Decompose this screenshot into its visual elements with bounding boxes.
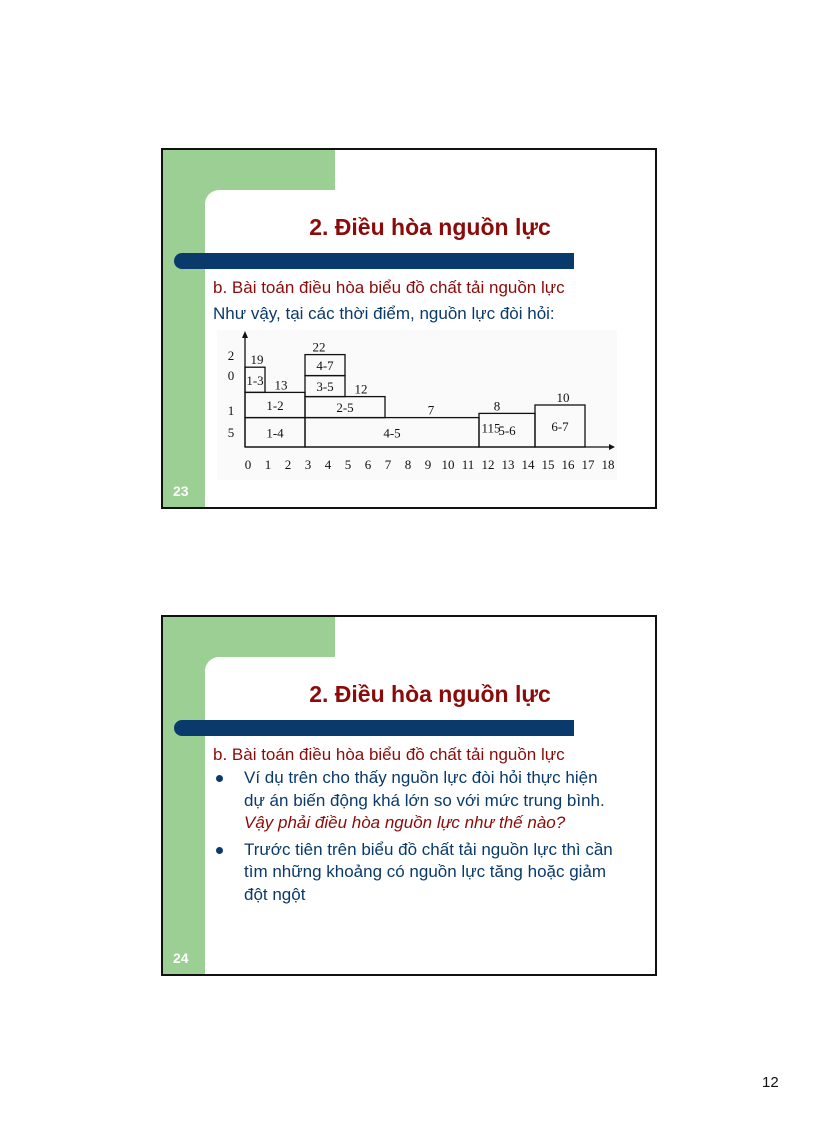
slide-subtitle: b. Bài toán điều hòa biểu đồ chất tải nguồn lực [213,278,565,297]
task-label: 6-7 [551,419,569,434]
x-tick-label: 7 [384,457,392,472]
task-label: 4-5 [383,425,401,441]
x-tick-label: 15 [541,457,555,472]
total-label: 22 [312,339,326,355]
y-tick-label: 2 [227,348,235,363]
title-underline-bar [174,253,574,269]
slide-23 [161,148,657,509]
bullet-text: Ví dụ trên cho thấy nguồn lực đòi hỏi thực hiện dự án biến động khá lớn so với mức trung bình. [244,768,605,810]
bullet-emphasis: Vậy phải điều hòa nguồn lực như thế nào? [244,813,566,832]
annotation-label: 115 [481,420,501,436]
slide-number: 24 [173,950,189,966]
x-tick-label: 5 [344,457,352,472]
x-tick-label: 13 [501,457,515,472]
total-label: 10 [556,390,570,405]
task-label: 2-5 [336,400,354,416]
task-label: 3-5 [316,379,334,395]
slide-number: 23 [173,483,189,499]
total-label: 12 [354,381,368,397]
x-tick-label: 10 [441,457,455,472]
x-tick-label: 9 [424,457,432,472]
bullet-item [213,767,623,835]
x-tick-label: 4 [324,457,332,472]
x-tick-label: 17 [581,457,595,472]
x-tick-label: 8 [404,457,412,472]
total-label: 19 [250,352,264,368]
x-tick-label: 6 [364,457,372,472]
x-tick-label: 0 [244,457,252,472]
bullet-text: Trước tiên trên biểu đồ chất tải nguồn lực thì cần tìm những khoảng có nguồn lực tăng hoặc giảm đột ngột [244,839,613,904]
x-tick-label: 3 [304,457,312,472]
slide-title: 2. Điều hòa nguồn lực [309,681,551,707]
y-tick-label: 0 [227,368,235,383]
x-tick-label: 14 [521,457,535,472]
slide-subtitle: b. Bài toán điều hòa biểu đồ chất tải nguồn lực [213,745,565,764]
x-tick-label: 11 [461,457,475,472]
x-tick-label: 18 [601,457,615,472]
bullet-icon [216,847,223,854]
slide-24 [161,615,657,976]
bullet-item [213,839,623,907]
task-label: 1-2 [266,398,284,413]
resource-load-chart [217,330,617,480]
x-tick-label: 16 [561,457,575,472]
slide-title: 2. Điều hòa nguồn lực [309,214,551,240]
total-label: 8 [493,398,501,414]
task-label: 5-6 [498,423,516,439]
total-label: 7 [427,402,435,418]
total-label: 13 [274,377,288,393]
x-tick-label: 1 [264,457,272,472]
task-label: 1-3 [246,372,264,388]
bullet-icon [216,775,223,782]
y-tick-label: 1 [227,403,235,418]
bullet-list [213,767,623,910]
x-tick-label: 2 [284,457,292,472]
y-tick-label: 5 [227,425,235,440]
title-underline-bar [174,720,574,736]
slide-text: Như vậy, tại các thời điểm, nguồn lực đòi hỏi: [213,304,555,323]
page-number: 12 [762,1074,779,1091]
task-label: 4-7 [316,358,334,374]
task-label: 1-4 [266,425,284,441]
x-tick-label: 12 [481,457,495,472]
